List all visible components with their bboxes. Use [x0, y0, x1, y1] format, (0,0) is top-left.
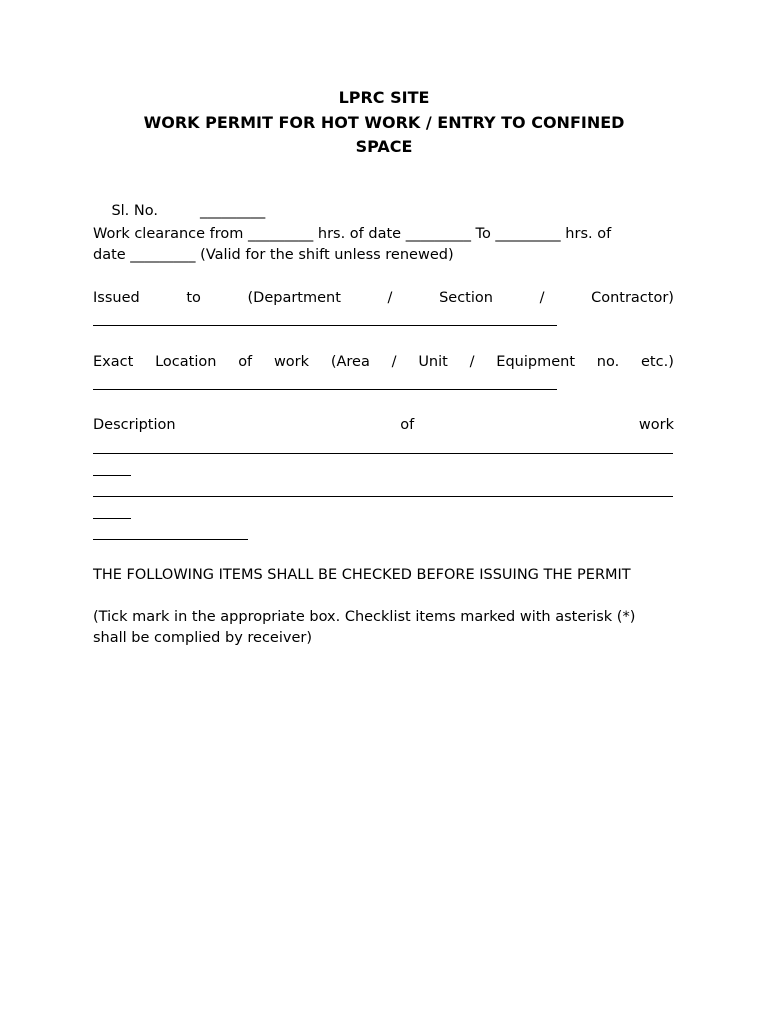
- location-word: Equipment: [496, 354, 576, 370]
- description-blank-line-1: [93, 453, 673, 454]
- clearance-line-1: Work clearance from _________ hrs. of date _________ To _________ hrs. of: [93, 226, 612, 242]
- permit-title-line-1: WORK PERMIT FOR HOT WORK / ENTRY TO CONFINED: [143, 112, 625, 132]
- location-word: of: [238, 354, 253, 370]
- location-word: no.: [596, 354, 620, 370]
- checklist-note-line-2: shall be complied by receiver): [93, 630, 312, 646]
- document-title: [93, 86, 675, 160]
- description-blank-line-1-wrap: [93, 475, 131, 476]
- description-word: work: [638, 417, 674, 433]
- serial-number-blank: _________: [199, 203, 266, 219]
- issued-to-row: [93, 288, 674, 308]
- location-word: /: [391, 354, 397, 370]
- location-blank-line: [93, 389, 557, 390]
- description-blank-line-3: [93, 539, 248, 540]
- description-word: of: [400, 417, 415, 433]
- issued-word: to: [186, 290, 201, 306]
- description-row: [93, 415, 674, 435]
- issued-word: (Department: [247, 290, 341, 306]
- issued-word: Contractor): [591, 290, 674, 306]
- issued-word: /: [387, 290, 393, 306]
- site-name: LPRC SITE: [338, 88, 430, 107]
- location-word: work: [273, 354, 310, 370]
- issued-word: /: [539, 290, 545, 306]
- location-word: Location: [155, 354, 217, 370]
- issued-word: Section: [439, 290, 493, 306]
- location-word: etc.): [641, 354, 674, 370]
- location-word: /: [469, 354, 475, 370]
- checklist-note-line-1: (Tick mark in the appropriate box. Checklist items marked with asterisk (*): [93, 609, 636, 625]
- description-word: Description: [93, 417, 176, 433]
- location-word: Unit: [418, 354, 448, 370]
- issued-to-blank-line: [93, 325, 557, 326]
- serial-number-label: Sl. No.: [111, 203, 158, 219]
- location-row: [93, 352, 674, 372]
- issued-word: Issued: [93, 290, 140, 306]
- permit-title-line-2: SPACE: [355, 137, 413, 156]
- description-blank-line-2: [93, 496, 673, 497]
- description-blank-line-2-wrap: [93, 518, 131, 519]
- clearance-line-2: date _________ (Valid for the shift unless renewed): [93, 247, 454, 263]
- checklist-heading: THE FOLLOWING ITEMS SHALL BE CHECKED BEFORE ISSUING THE PERMIT: [93, 567, 631, 583]
- location-word: Exact: [93, 354, 134, 370]
- location-word: (Area: [330, 354, 370, 370]
